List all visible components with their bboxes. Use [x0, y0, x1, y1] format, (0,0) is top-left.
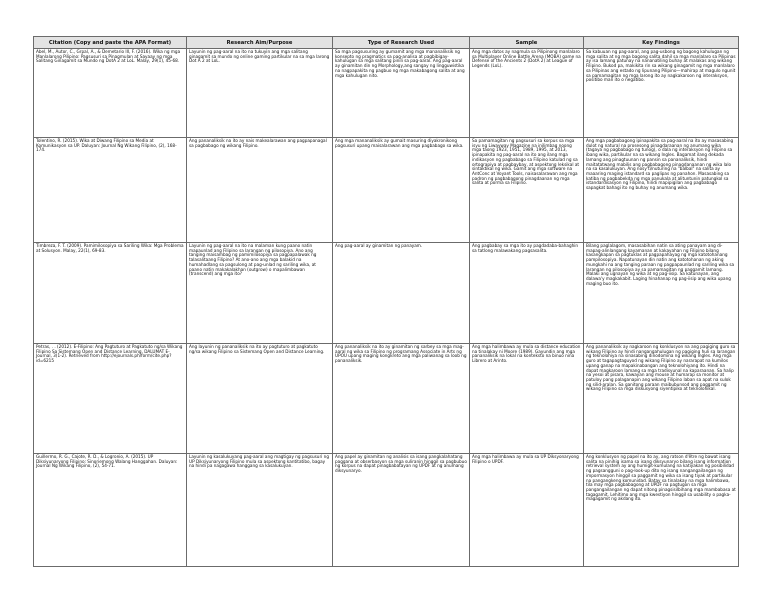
header-citation: Citation (Copy and paste the APA Format): [34, 37, 187, 49]
findings-cell: Sa kabuuan ng pag-aaral, ang pag-usbong ng bagong kahulugan ng mga salita at ng mga bagong salita dahil sa mga manlalaro sa Pilipinas ay isa lamang patunay na nananatiling buhay at malakas ang wikang Filipino. Bukod pa, makikita rin sa wikang ginagamit ng mga manlalaro sa Pilipinas ang estado ng lipunang Pilipino—mahirap at magulo ngunit sa pamamagitan ng mga larong ito ay nagkakaroon ng interaksyon, positibo man ito o negatibo.: [584, 49, 739, 138]
aim-cell: Layunin ng pag-aaral na ito na tukuyin ang mga salitang ginagamit sa mundo ng online gaming partikular na sa mga larong Dot A 2 at LoL.: [187, 49, 333, 138]
aim-cell: Layunin ng kasalukuyang pag-aaral ang magtigay ng pagsusuri ng UP Diksiyunaryong Filipino mula sa aspektong kantitatibo, bagay na hindi pa nagagawa hanggang sa kasalukuyan.: [187, 454, 333, 567]
type-cell: Ang pag-aaral ay ginamitan ng panayam.: [333, 243, 470, 344]
table-row: [34, 138, 739, 243]
table-row: [34, 454, 739, 567]
research-matrix-table: [33, 36, 739, 567]
aim-cell: Ang layunin ng pananaliksik na ito ay pagtuturo at pagkatuto ng/sa wikang Filipino sa Sistemang Open and Distance Learning.: [187, 344, 333, 454]
sample-cell: Ang mga halimbawa ay mula sa distance education na tinalakay ni Moore (1989). Gayundin ang mga pananaliksik na lokal na konteksto na binuo nina Librero at Arinto.: [470, 344, 584, 454]
type-cell: Ang mga mananaliksik ay gumait masuring diyakronikong pagsusuri upang maisalarawan ang mga pagbabago sa wika.: [333, 138, 470, 243]
header-type: Type of Research Used: [333, 37, 470, 49]
header-sample: Sample: [470, 37, 584, 49]
type-cell: Ang papel ay ginamitan ng analisis sa isang pangkalahatang paggana at obserbasyon sa mga suliranin hinggil sa pagbubuo ng korpus na dapat pinagbabatayan ng UPDF at ng anumang diksyunaryo.: [333, 454, 470, 567]
sample-cell: Ang mga halimbawa ay mula sa UP Diksyonaryong Filipino o UPDF.: [470, 454, 584, 567]
citation-cell: Abel, M., Autor, C., Grpal, A., & Demetario III, F. (2016). Wika ng mga Manlalarong Pilipino: Pagsusuri sa Pinagmulan at Sayaay ng mga Salitang Ginagamit sa Mundo ng DotA 2 at LoL. Malay, 29(1), 45-68.: [34, 49, 187, 138]
table-row: [34, 243, 739, 344]
sample-cell: Ang mga datos ay nagmula sa Pilipinong manlalaro sa Multiplayer Online Battle Arena (MOBA) game na Defense of the Ancients 2 (DotA 2) at League of Legends (LoL).: [470, 49, 584, 138]
table-row: [34, 49, 739, 138]
citation-cell: Guillermo, R. G., Cajote, R. D., & Logronio, A. (2015). UP Diksiyunaryong Filipino: Sinoriemong Walang Hanggahan. Daluyan: Journal Ng Wikang Filipino, (2), 54-71.: [34, 454, 187, 567]
header-row: [34, 37, 739, 49]
findings-cell: Ang pananaliksik ay nagkaroon ng konklusyon na ang pagiging guro sa wikang Filipino ay hindi nangangahulugan ng pagiging huli sa larangan ng teknolohiya na sinasabing dinodomina ng wikang Ingles. Ang mga guro at tagapagtaguyod ng wikang Filipino ay nararapat na kumilos upang ganap na mapakinabangan ang teknolohiyang ito. Hindi na dapat magkaroon lamang sa mga tradisyunal na kaparaanan. Sa halip na yesoi at pisara, kawayan ang mouse at humarap sa monitor at patuloy pang palaganapin ang wikang Filipino laban sa apat na sulok ng silid-aralan. Sa ganitong paraan maibubunsod ang paggamit ng wikang Filipino sa mga diskusyong siyentipiko at teknolohikal.: [584, 344, 739, 454]
table-row: [34, 344, 739, 454]
type-cell: Sa mga pagsusuring ay gumamit ang mga mananaliksik ng konsepto ng pragmatics sa pag-analisa at pagbibigay-kahulugan sa mga salitang pinili sa pag-aaral. Ang pag-aaral ay ginamitan din ng Morphology,ang sangay ng lingguwistika na nagpapakita ng pagbuo ng mga makabagong salita at ang mga kahulugan nito.: [333, 49, 470, 138]
citation-cell: Tolentino, R. (2015). Wika at Diwang Filipino sa Media at Komunikasyon sa UP. Daluyan: Journal Ng Wikang Filipino, (2), 168-174.: [34, 138, 187, 243]
findings-cell: Ang mga pagbabagong ipinapakita sa pag-aaral na ito ay masasabing dulot ng natural na prosesong pinagdaraanan ng anumang wika (tagaya ng pagbabago ng tunog), o dala ng interaksyon ng Filipino sa ibang wika, partikular na sa wikang Ingles. Bagamat ilang dekada lamang ang pinagtuunan ng pansin sa pananaliksik, hindi maitatatwang mabilis ang pagbabagong pinagdanaanan ng wika lalo na sa kasalukuyan. Ang nosy'ti/nuturing na "balbal" na salita ay maaaring maging istandard sa paglipas ng panahon. Masasabing sa katiba ng pagbabekda ng mga panukala at alituntunin patungkol sa istandardisasyon ng Filipino, hindi mapipigilan ang pagbabago sapagkat bahagi ito ng buhay ng anumang wika.: [584, 138, 739, 243]
citation-cell: Petras, . . (2012). E-Filipino: Ang Pagtuturo at Pagkatuto ng/sa Wikang Filipino Sa Sistemang Open and Distance Learning. DALUMAT E-Journal, 3(1-2). Retrieved from http://ejournals.ph/form/cite.php?id=6215: [34, 344, 187, 454]
type-cell: Ang pananaliksik na ito ay ginamitan ng sarbey sa mga mag-aaral ng wika sa Filipino ng programang Associate in Arts ng UPOU upang maging kongkreto ang mga paliwanag sa loob ng pananaliksik.: [333, 344, 470, 454]
aim-cell: Ang pananaliksik na ito ay nais makealarawan ang pagpapanagal sa pagbabago ng wikang Filipino.: [187, 138, 333, 243]
header-findings: Key Findings: [584, 37, 739, 49]
citation-cell: Timbreza, F. T. (2009). Pamimilosopiya sa Sariling Wika: Mga Problema at Solusyon. Malay, 22(1), 69-83.: [34, 243, 187, 344]
sample-cell: Sa pamamagitan ng pagsusuri sa korpus sa mga isyu ng Liwayway Magazine na inilimbag noong mga taong 1923, 1951, 1989, 1995, at 2013, ipinapakita ng pag-aaral na ito ang ilang mga indikasyon ng pagbabago sa Filipino katulad ng sa ortograpiya at pagbaybay, at aspektong leksikal at sintaktikal ng wika. Gamit ang mga software na AntConc at Voyant Tools, naisasalarawan ang mga padron ng pagbabagong pinagdaanan ng mga salita at porma sa Filipino.: [470, 138, 584, 243]
header-aim: Research Aim/Purpose: [187, 37, 333, 49]
aim-cell: Layunin ng pag-aaral na ito na malaman kung paano natin mapaunlad ang Filipino sa larangan ng pilosopiya. Ano ang tanging maisambag ng pamimilosopiya sa pagpapalawak ng talasalitaang Filipino? At ano-ano ang mga balakid na humahadlang sa pagsulong at pag-unlad ng sariling wika, at paano natin makakalakhan (outgrow) o mapalimbawan (transcend) ang mga ito?: [187, 243, 333, 344]
findings-cell: Ang konklusyon ng papel na ito ay, ang ratson d'être ng bawat isang salita na pinihig isama sa isang diksyunaryo bilang isang information retrieval system ay ang humigit-kumulang na katiyakan ng posibilidad ng pagsangguni o pag-look-up dito ng isang nangangailangan ng impormasyon hinggil sa paggamit ng wika sa isang tiyak at partikular na pangangkeng komunidad. Batay sa tinalakay na mga halimbawa, tila may mga pagbabagong at UPDF na pagtugon sa mga pangangailangan ng dapat nitong pinagsisilbihang mga mambabasa at tagagamit. Lehitimo ang mga kwestiyon hinggil sa usability o pagka-magagamit ng akdang ito.: [584, 454, 739, 567]
sample-cell: Ang pagbabay sa mga ito ay pagdadaba-bahaghin sa tatlong malawakang pagsasalita.: [470, 243, 584, 344]
findings-cell: Bilang paglalagom, masasabihan natin sa ating panayam ang di-mapag-alinlangang kayamanan at kakayahan ng Filipino bilang kasangkapan sa pagtuklas at pagpapahayag ng mga katotohanang pampilosopiya. Napatunayan din natin ang katotohanan ng aking mungkahi na ang tanging paraan ng pagpapaunlad ng sariling wika sa larangan ng pilosopiya ay sa pamamagitan ng paggamit lamang. Malaki ang ugnayan ng wika at ng pag-iisip. Sa katunayan, ang dalawa'y magkakabit. Laging hinahanap ng pag-iisip ang wika upang maging buo ito.: [584, 243, 739, 344]
